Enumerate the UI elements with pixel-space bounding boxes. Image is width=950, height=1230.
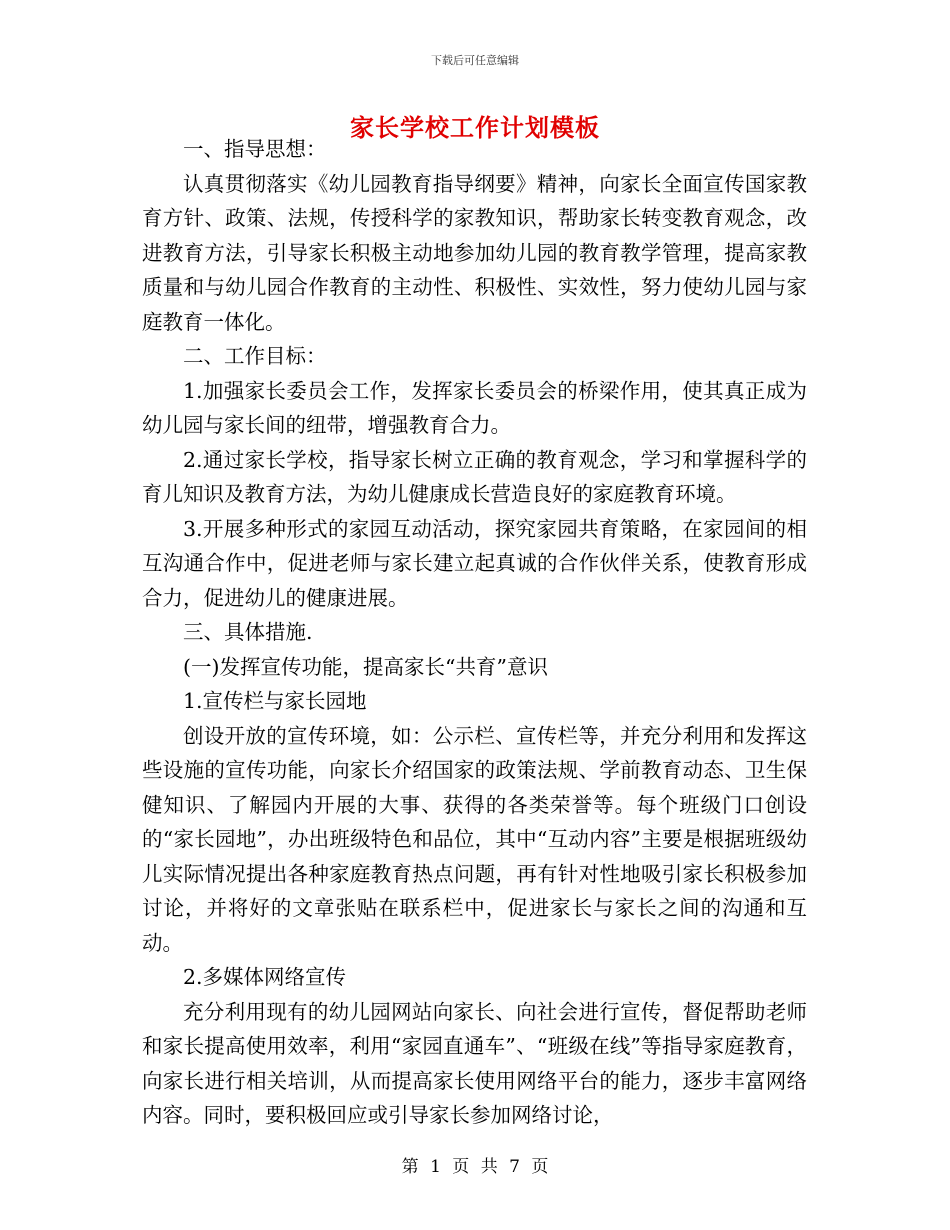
section-heading-guiding-thought: 一、指导思想： (183, 137, 327, 161)
item-heading: 2.多媒体网络宣传 (183, 965, 347, 989)
document-title: 家长学校工作计划模板 (350, 113, 600, 142)
page-footer: 第 1 页 共 7 页 (401, 1157, 549, 1177)
paragraph: 1.加强家长委员会工作，发挥家长委员会的桥梁作用，使其真正成为幼儿园与家长间的纽带，增强教育合力。 (142, 378, 807, 437)
subsection-heading: (一)发挥宣传功能，提高家长“共育”意识 (183, 654, 548, 679)
item-heading: 1.宣传栏与家长园地 (183, 689, 367, 713)
paragraph: 认真贯彻落实《幼儿园教育指导纲要》精神，向家长全面宣传国家教育方针、政策、法规，传授科学的家教知识，帮助家长转变教育观念，改进教育方法，引导家长积极主动地参加幼儿园的教育教学管理，提高家教质量和与幼儿园合作教育的主动性、积极性、实效性，努力使幼儿园与家庭教育一体化。 (142, 171, 807, 334)
paragraph: 3.开展多种形式的家园互动活动，探究家园共育策略，在家园间的相互沟通合作中，促进老师与家长建立起真诚的合作伙伴关系，使教育形成合力，促进幼儿的健康进展。 (142, 516, 807, 610)
paragraph: 充分利用现有的幼儿园网站向家长、向社会进行宣传，督促帮助老师和家长提高使用效率，利用“家园直通车”、“班级在线”等指导家庭教育，向家长进行相关培训，从而提高家长使用网络平台的能力，逐步丰富网络内容。同时，要积极回应或引导家长参加网络讨论， (142, 999, 807, 1127)
paragraph: 创设开放的宣传环境，如：公示栏、宣传栏等，并充分利用和发挥这些设施的宣传功能，向家长介绍国家的政策法规、学前教育动态、卫生保健知识、了解园内开展的大事、获得的各类荣誉等。每个班级门口创设的“家长园地”，办出班级特色和品位，其中“互动内容”主要是根据班级幼儿实际情况提出各种家庭教育热点问题，再有针对性地吸引家长积极参加讨论，并将好的文章张贴在联系栏中，促进家长与家长之间的沟通和互动。 (142, 723, 807, 955)
header-note: 下载后可任意编辑 (431, 54, 519, 67)
paragraph: 2.通过家长学校，指导家长树立正确的教育观念，学习和掌握科学的育儿知识及教育方法，为幼儿健康成长营造良好的家庭教育环境。 (142, 447, 807, 506)
section-heading-measures: 三、具体措施. (183, 620, 313, 644)
section-heading-work-goals: 二、工作目标： (183, 344, 327, 368)
document-body (142, 132, 807, 1133)
